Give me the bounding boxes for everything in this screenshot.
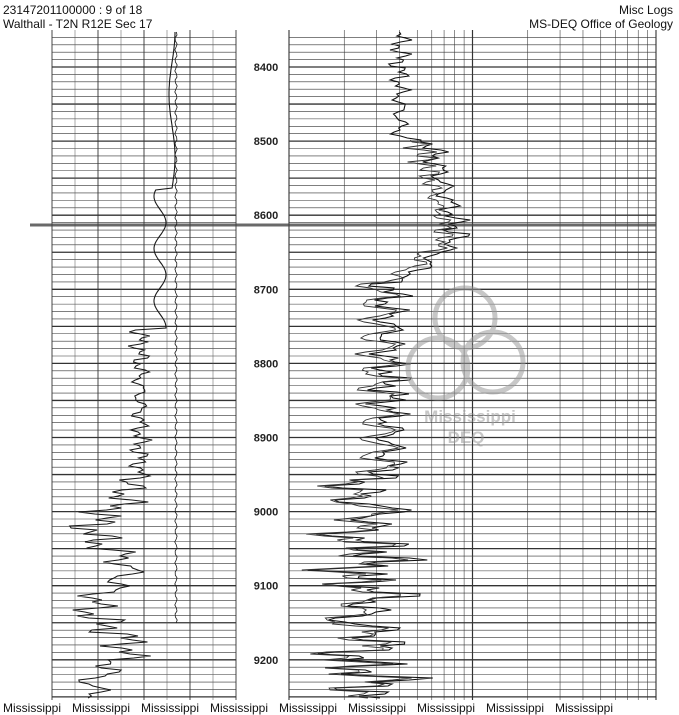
right-track-grid [289, 30, 656, 700]
deep-resistivity-curve [308, 32, 471, 698]
mdeq-watermark [408, 288, 523, 447]
footer-label: Mississippi [141, 701, 200, 715]
footer-label: Mississippi [555, 701, 614, 715]
agency-name: MS-DEQ Office of Geology [529, 17, 673, 31]
footer-label: Mississippi [279, 701, 338, 715]
depth-label: 8900 [253, 432, 279, 445]
footer-label: Mississippi [417, 701, 476, 715]
log-type: Misc Logs [618, 3, 673, 17]
footer-label: Mississippi [348, 701, 407, 715]
depth-label: 9100 [253, 580, 279, 593]
depth-label: 8700 [253, 284, 279, 297]
depth-label: 8400 [253, 62, 279, 74]
footer-label: Mississippi [210, 701, 269, 715]
sp-curve [70, 32, 175, 698]
depth-label: 9000 [253, 506, 279, 519]
depth-label: 8800 [253, 358, 279, 371]
document-id: 23147201100000 : 9 of 18 [3, 3, 143, 17]
watermark-line1: Mississippi [424, 407, 516, 426]
depth-label: 8500 [253, 136, 279, 149]
reference-curve [175, 32, 177, 623]
well-location: Walthall - T2N R12E Sec 17 [3, 17, 153, 31]
depth-label: 8600 [253, 210, 279, 223]
log-curves [30, 32, 656, 698]
footer-watermark-strip [0, 701, 679, 715]
depth-label: 9200 [253, 654, 279, 667]
left-track-grid [52, 30, 236, 700]
depth-scale [254, 62, 278, 667]
footer-label: Mississippi [3, 701, 62, 715]
watermark-line2: DEQ [447, 428, 485, 447]
footer-label: Mississippi [72, 701, 131, 715]
footer-label: Mississippi [486, 701, 545, 715]
